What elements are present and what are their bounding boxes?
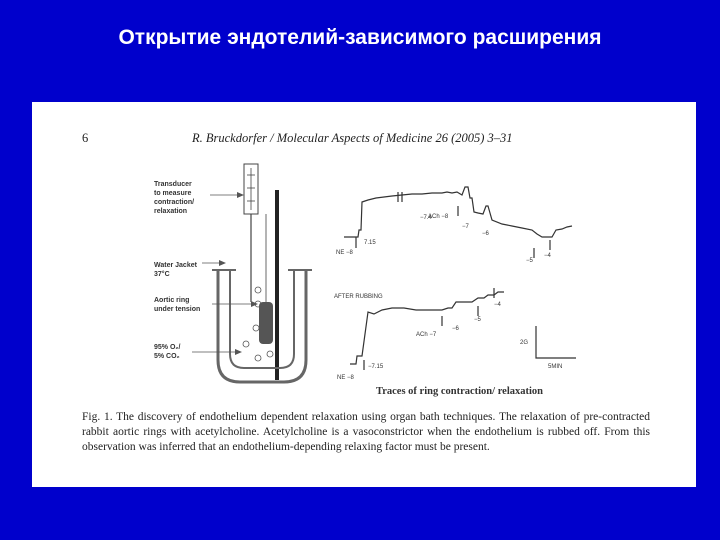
- support-rod: [275, 190, 279, 380]
- gas-label: 95% O₂/ 5% CO₂: [154, 344, 181, 360]
- svg-text:−4: −4: [544, 253, 551, 259]
- aortic-ring-label: Aortic ring under tension: [154, 297, 201, 313]
- svg-text:ACh −8: ACh −8: [428, 214, 449, 220]
- svg-text:−4: −4: [494, 302, 501, 308]
- traces-title: Traces of ring contraction/ relaxation: [376, 386, 543, 397]
- organ-bath-apparatus: [154, 164, 312, 382]
- aortic-ring: [259, 302, 273, 344]
- after-rubbing-label: AFTER RUBBING: [334, 294, 383, 300]
- svg-text:−6: −6: [452, 326, 459, 332]
- top-ne-label: NE −8: [336, 250, 353, 256]
- scale-bar: [536, 326, 576, 358]
- svg-text:−7.4: −7.4: [420, 215, 432, 221]
- svg-text:−5: −5: [474, 317, 481, 323]
- svg-text:−7: −7: [462, 224, 469, 230]
- trace-bottom: [334, 288, 576, 397]
- svg-text:7.15: 7.15: [364, 240, 376, 246]
- trace-top: [336, 187, 572, 264]
- bottom-ne-label: NE −8: [337, 375, 354, 381]
- svg-text:5MIN: 5MIN: [548, 364, 563, 370]
- slide-title: Открытие эндотелий-зависимого расширения: [118, 26, 602, 49]
- transducer-label: Transducer to measure contraction/ relaxation: [154, 181, 195, 215]
- svg-text:−7.15: −7.15: [368, 364, 384, 370]
- figure: [32, 102, 696, 412]
- svg-text:2G: 2G: [520, 340, 529, 346]
- paper-page: [32, 102, 696, 487]
- page-number: 6: [82, 131, 89, 145]
- running-head: R. Bruckdorfer / Molecular Aspects of Medicine 26 (2005) 3–31: [192, 131, 513, 145]
- svg-text:−5: −5: [526, 258, 533, 264]
- water-jacket-label: Water Jacket 37°C: [154, 262, 197, 278]
- svg-text:ACh −7: ACh −7: [416, 332, 437, 338]
- svg-text:−6: −6: [482, 231, 489, 237]
- figure-caption: Fig. 1. The discovery of endothelium dependent relaxation using organ bath techniques. The relaxation of pre-contracted rabbit aortic rings with acetylcholine. Acetylcholine is a vasoconstrictor when the endothelium is rubbed off. From this observation was inferred that an endothelium-depending relaxing factor must be present.: [82, 411, 650, 453]
